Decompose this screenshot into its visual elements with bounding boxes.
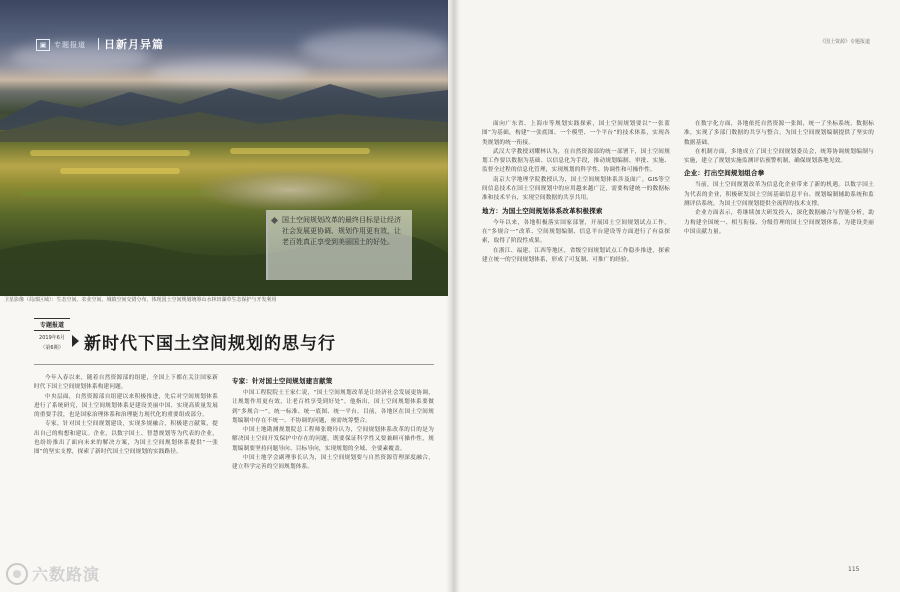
running-head: 《国土资源》专题报道 <box>820 39 871 45</box>
body-paragraph: 中国土地学会副理事长认为，国土空间规划要与自然资源管理深度融合，建立科学完善的空间规划体系。 <box>232 455 434 471</box>
watermark-logo-icon <box>6 563 28 585</box>
body-paragraph: 面向广东省、上海市等规划实践探索，国土空间规划要以“一张蓝图”为基础，构建“一张底图、一个模型、一个平台”的技术体系，实现各类规划的统一衔接。 <box>482 121 670 146</box>
page-gutter <box>446 0 460 592</box>
column-tag <box>36 36 86 54</box>
column-icon: ▣ <box>36 39 50 51</box>
article-title: 新时代下国土空间规划的思与行 <box>84 334 336 354</box>
right-page <box>452 0 900 592</box>
body-paragraph: 中国工程院院士王家仁说，“国土空间规划改革是让经济社会发展更协调，让规划作用更有效，让老百姓享受到好处”。他指出，国土空间规划体系要做到“多规合一”，统一标准、统一底图、统一平台。目前，各地区在国土空间规划编制中存在不统一、不协调的问题，亟需统筹整合。 <box>232 390 434 424</box>
badge-date: 2019年6月 <box>39 335 65 341</box>
column-tag-label: 专题报道 <box>54 41 86 49</box>
body-paragraph: 当前，国土空间规划改革为信息化企业带来了新的机遇。以数字国土为代表的企业，积极研发国土空间基础信息平台、规划编制辅助系统和监测评估系统，为国土空间规划提供全流程的技术支撑。 <box>684 182 874 208</box>
body-paragraph: 中央层面，自然资源部自组建以来积极推进，先后对空间规划体系进行了系统研究，国土空间规划体系是建设美丽中国、实现高质量发展的重要手段，也是国家治理体系和治理能力现代化的重要组成部分。 <box>34 393 218 419</box>
badge-number: （第6期） <box>40 345 64 351</box>
badge-label: 专题报道 <box>34 318 70 331</box>
body-column-3 <box>482 120 670 572</box>
body-paragraph: 专家，针对国土空间规划建设，实现多规融合，积极建言献策，提出自己的构想和建议。企业，以数字国土、智慧规划等为代表的企业，也纷纷推出了面向未来的解决方案，为国土空间规划体系提供“一张图”的坚实支撑，探索了新时代国土空间规划的实践路径。 <box>34 421 218 456</box>
watermark <box>6 562 100 585</box>
page-number: 115 <box>848 566 860 573</box>
body-paragraph: 南京大学地理学院教授认为，国土空间规划体系涉及面广，GIS等空间信息技术在国土空间规划中的应用越来越广泛，需要构建统一的数据标准和技术平台，实现空间数据的共享共用。 <box>482 176 670 202</box>
body-paragraph: 武汉大学教授刘耀林认为，在自然资源部的统一部署下，国土空间规划工作要以数据为基础、以信息化为手段，推动规划编制、审批、实施、监督全过程的信息化管理，实现规划的科学性、协调性和可操作性。 <box>482 148 670 174</box>
pull-quote <box>266 210 412 280</box>
quote-bullet-icon <box>271 217 278 224</box>
watermark-text: 六数路演 <box>32 565 101 584</box>
body-paragraph: 今年入春以来，随着自然资源部的组建，全国上下都在关注国家新时代下国土空间规划体系构建问题。 <box>34 375 218 391</box>
column-title: 日新月异篇 <box>104 38 164 51</box>
section-subhead: 企业：打出空间规划组合拳 <box>684 169 765 178</box>
body-paragraph: 中国土地勘测规划院总工程师张晓玲认为，空间规划体系改革的目的是为解决国土空间开发保护中存在的问题，既要保证科学性又要兼顾可操作性，规划编制要坚持问题导向、目标导向，实现规划的全域、全要素覆盖。 <box>232 427 434 452</box>
body-paragraph: 企业方面表示，将继续加大研发投入，深化数据融合与智能分析，助力构建全国统一、相互衔接、分级管理的国土空间规划体系，为建设美丽中国贡献力量。 <box>684 210 874 235</box>
landscape-photo <box>0 0 448 296</box>
column-divider <box>98 38 99 50</box>
body-paragraph: 在机制方面，多地成立了国土空间规划委员会，统筹协调规划编制与实施，建立了规划实施监测评估预警机制，确保规划落地见效。 <box>684 148 874 165</box>
issue-badge <box>34 318 70 364</box>
body-paragraph: 今年以来，各地积极落实国家部署，开展国土空间规划试点工作，在“多规合一”改革、空间规划编制、信息平台建设等方面进行了有益探索，取得了阶段性成果。 <box>482 219 670 245</box>
title-arrow-icon <box>72 335 79 347</box>
photo-caption: 卫星影像（局部区域）：生态空间、农业空间、城镇空间交错分布，体现国土空间规划统筹山水林田湖草生态保护与开发利用 <box>4 297 277 303</box>
pull-quote-text: 国土空间规划改革的最终目标是让经济社会发展更协调、规划作用更有效，让老百姓真正享受到美丽国土的好处。 <box>282 216 401 246</box>
section-subhead: 地方：为国土空间规划体系改革积极探索 <box>482 206 603 215</box>
title-divider <box>34 364 434 365</box>
body-column-2 <box>232 374 434 574</box>
body-paragraph: 在数字化方面，各地依托自然资源一张图，统一了坐标系统、数据标准，实现了多部门数据的共享与整合，为国土空间规划编制提供了坚实的数据基础。 <box>684 121 874 146</box>
body-column-1 <box>34 374 218 574</box>
section-subhead: 专家：针对国土空间规划建言献策 <box>232 377 333 385</box>
body-column-4 <box>684 120 874 572</box>
body-paragraph: 在浙江、福建、江西等地区，省级空间规划试点工作稳步推进，探索建立统一的空间规划体系，形成了可复制、可推广的经验。 <box>482 247 670 263</box>
